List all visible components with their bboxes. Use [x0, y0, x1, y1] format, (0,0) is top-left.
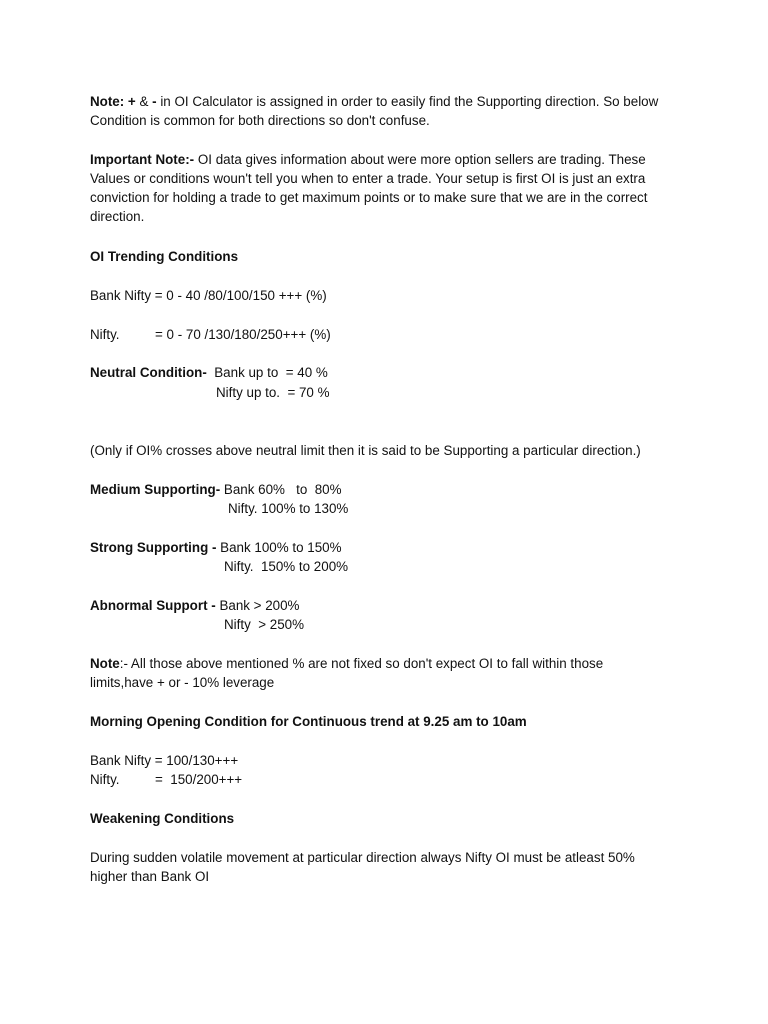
note-ampersand: &	[135, 94, 153, 109]
strong-supporting-label: Strong Supporting -	[90, 540, 221, 555]
medium-supporting-nifty: Nifty. 100% to 130%	[228, 501, 349, 516]
note2-line-2: limits,have + or - 10% leverage	[90, 675, 275, 690]
medium-supporting-line	[90, 480, 342, 499]
morning-bank-nifty: Bank Nifty = 100/130+++	[90, 753, 239, 768]
oi-trending-heading: OI Trending Conditions	[90, 249, 239, 264]
note-line-2: Condition is common for both directions so don't confuse.	[90, 113, 430, 128]
note-label: Note: +	[90, 94, 136, 109]
strong-supporting-line	[90, 538, 342, 557]
oi-trending-nifty-value: = 0 - 70 /130/180/250+++ (%)	[155, 327, 331, 342]
note-line-1	[90, 92, 658, 111]
oi-trending-bank-nifty: Bank Nifty = 0 - 40 /80/100/150 +++ (%)	[90, 288, 327, 303]
weakening-line-2: higher than Bank OI	[90, 869, 210, 884]
abnormal-support-line	[90, 596, 299, 615]
neutral-condition-line	[90, 363, 328, 382]
neutral-condition-bank: Bank up to = 40 %	[206, 365, 328, 380]
important-note-text-1: OI data gives information about were more option sellers are trading. These	[194, 152, 646, 167]
abnormal-support-bank: Bank > 200%	[219, 598, 300, 613]
morning-nifty-value: = 150/200+++	[155, 772, 243, 787]
important-note-line-4: direction.	[90, 209, 145, 224]
strong-supporting-nifty: Nifty. 150% to 200%	[224, 559, 349, 574]
abnormal-support-nifty: Nifty > 250%	[224, 617, 305, 632]
strong-supporting-bank: Bank 100% to 150%	[220, 540, 342, 555]
important-note-line-2: Values or conditions woun't tell you when to enter a trade. Your setup is first OI is just an extra	[90, 171, 646, 186]
oi-trending-nifty-label: Nifty.	[90, 327, 120, 342]
note2-line-1	[90, 654, 603, 673]
abnormal-support-label: Abnormal Support -	[90, 598, 220, 613]
weakening-line-1: During sudden volatile movement at particular direction always Nifty OI must be atleast 50%	[90, 850, 635, 865]
weakening-heading: Weakening Conditions	[90, 811, 235, 826]
important-note-line-3: conviction for holding a trade to get maximum points or to make sure that we are in the correct	[90, 190, 648, 205]
important-note-line-1	[90, 150, 646, 169]
note-text-1: in OI Calculator is assigned in order to easily find the Supporting direction. So below	[156, 94, 659, 109]
note2-text-1: :- All those above mentioned % are not fixed so don't expect OI to fall within those	[119, 656, 604, 671]
note-minus: -	[152, 94, 157, 109]
neutral-condition-nifty: Nifty up to. = 70 %	[216, 385, 330, 400]
note2-label: Note	[90, 656, 120, 671]
important-note-label: Important Note:-	[90, 152, 195, 167]
neutral-condition-label: Neutral Condition-	[90, 365, 207, 380]
medium-supporting-bank: Bank 60% to 80%	[220, 482, 342, 497]
morning-nifty-label: Nifty.	[90, 772, 120, 787]
only-if-note: (Only if OI% crosses above neutral limit then it is said to be Supporting a particular direction.)	[90, 443, 641, 458]
morning-heading: Morning Opening Condition for Continuous trend at 9.25 am to 10am	[90, 714, 527, 729]
medium-supporting-label: Medium Supporting-	[90, 482, 221, 497]
